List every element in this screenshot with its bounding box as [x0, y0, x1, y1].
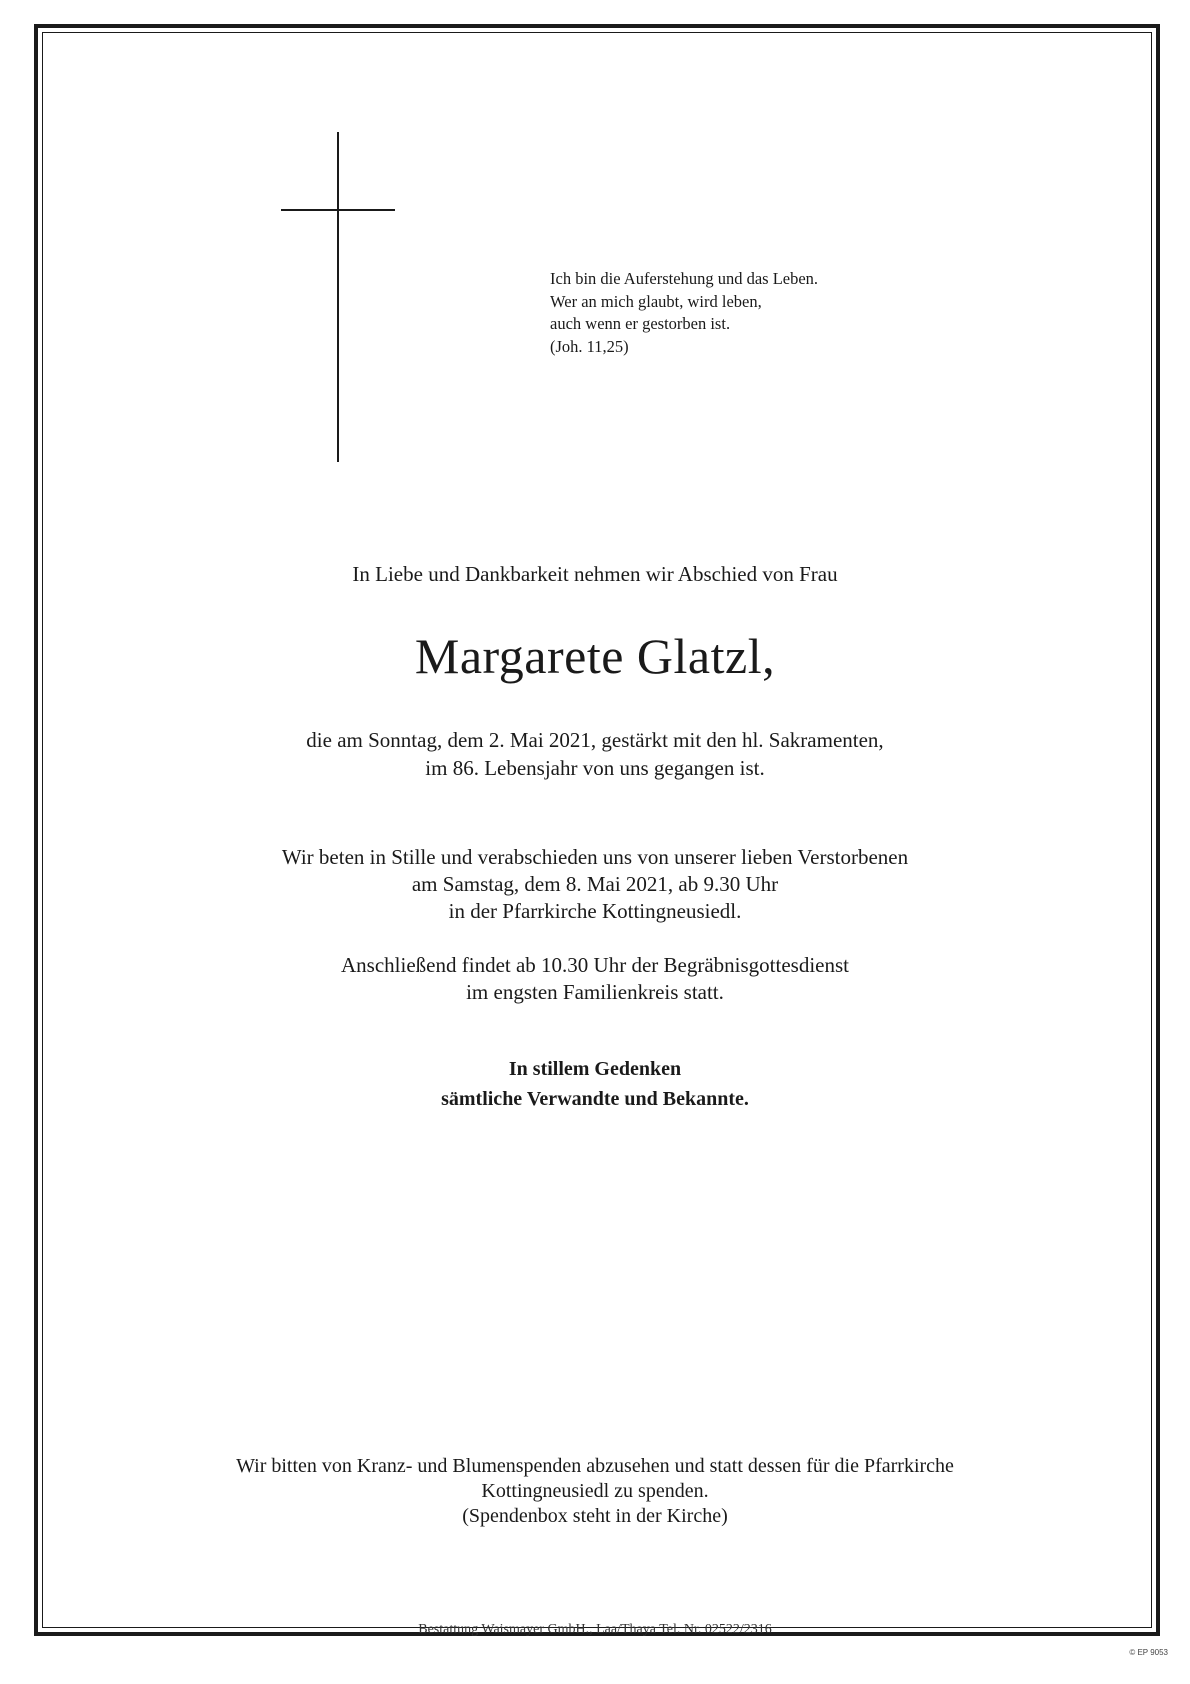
death-line: im 86. Lebensjahr von uns gegangen ist. [425, 756, 765, 780]
cross-vertical-bar [337, 132, 339, 462]
farewell-line: am Samstag, dem 8. Mai 2021, ab 9.30 Uhr [411, 872, 779, 896]
verse-line: Wer an mich glaubt, wird leben, [550, 291, 762, 311]
print-code: © EP 9053 [1129, 1648, 1168, 1657]
verse-reference: (Joh. 11,25) [550, 336, 629, 356]
verse-line: auch wenn er gestorben ist. [550, 314, 731, 333]
farewell-line: Wir beten in Stille und verabschieden uns von unserer lieben Verstorbenen [281, 845, 909, 869]
mourners-signature [0, 1054, 1190, 1114]
cross-horizontal-bar [281, 209, 395, 211]
mourners-line: In stillem Gedenken [508, 1058, 682, 1080]
death-notice [0, 726, 1190, 782]
donation-line: Kottingneusiedl zu spenden. [481, 1480, 709, 1502]
donation-line: Wir bitten von Kranz- und Blumenspenden abzusehen und statt dessen für die Pfarrkirche [236, 1455, 954, 1477]
death-line: die am Sonntag, dem 2. Mai 2021, gestärkt mit den hl. Sakramenten, [306, 728, 884, 752]
funeral-info [0, 952, 1190, 1006]
undertaker-contact: Bestattung Waismayer GmbH., Laa/Thaya Tel. Nr. 02522/2316 [418, 1622, 772, 1637]
intro-text: In Liebe und Dankbarkeit nehmen wir Abschied von Frau [352, 562, 838, 586]
funeral-line: Anschließend findet ab 10.30 Uhr der Begräbnisgottesdienst [341, 953, 849, 977]
mourners-line: sämtliche Verwandte und Bekannte. [441, 1088, 749, 1110]
deceased-name: Margarete Glatzl, [414, 628, 776, 684]
bible-verse [550, 268, 818, 358]
farewell-info [0, 844, 1190, 925]
donation-request [0, 1454, 1190, 1529]
funeral-line: im engsten Familienkreis statt. [466, 980, 724, 1004]
donation-line: (Spendenbox steht in der Kirche) [462, 1505, 728, 1527]
farewell-line: in der Pfarrkirche Kottingneusiedl. [448, 899, 742, 923]
verse-line: Ich bin die Auferstehung und das Leben. [550, 269, 819, 288]
